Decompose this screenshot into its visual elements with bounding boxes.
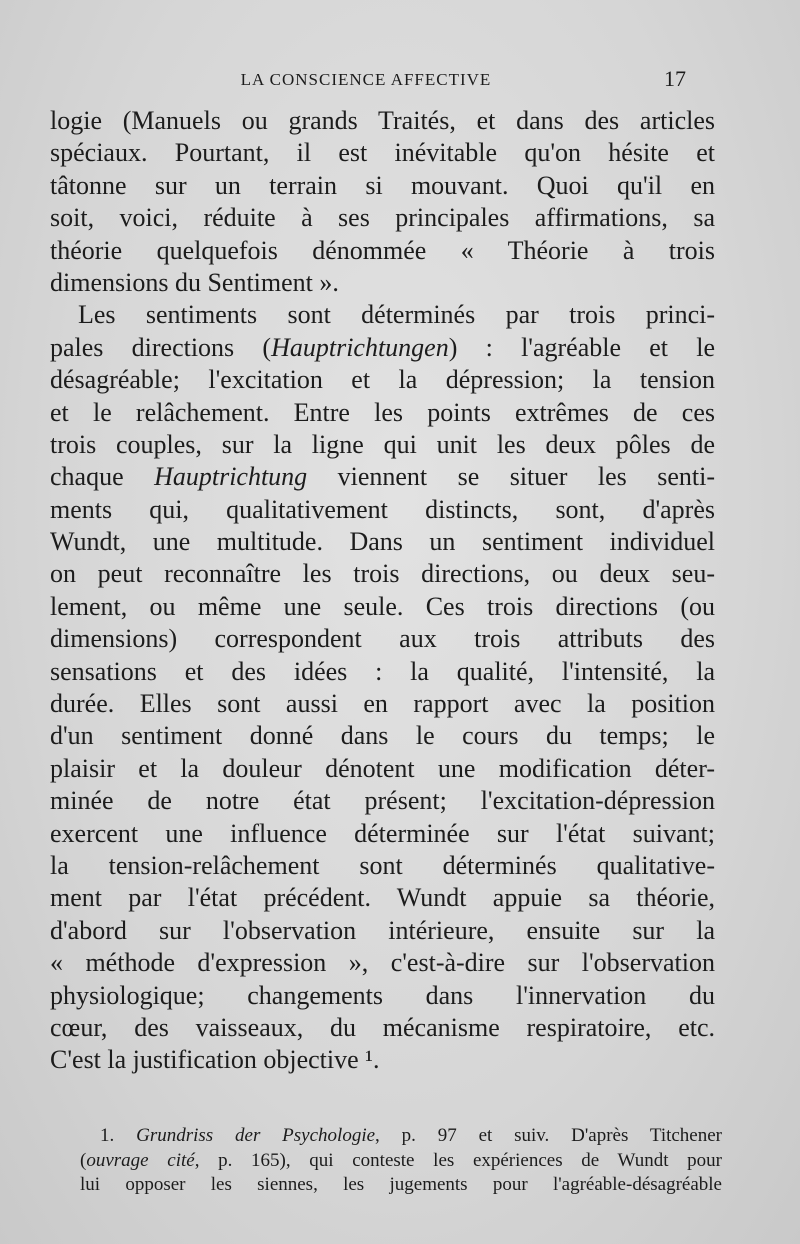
text-line: tâtonne sur un terrain si mouvant. Quoi qu'il en — [50, 170, 715, 200]
text-line: C'est la justification objective ¹. — [50, 1045, 380, 1075]
text-line: logie (Manuels ou grands Traités, et dans des articles — [50, 106, 715, 135]
footnote — [80, 1124, 722, 1198]
text-line: d'abord sur l'observation intérieure, ensuite sur la — [50, 915, 715, 945]
text-line: chaque Hauptrichtung viennent se situer les senti- — [50, 462, 715, 492]
text-line: on peut reconnaître les trois directions, ou deux seu- — [50, 559, 715, 589]
text-line: trois couples, sur la ligne qui unit les deux pôles de — [50, 429, 715, 459]
text-line: plaisir et la douleur dénotent une modification déter- — [50, 753, 715, 783]
text-line: spéciaux. Pourtant, il est inévitable qu'on hésite et — [50, 138, 715, 168]
text-line: soit, voici, réduite à ses principales affirmations, sa — [50, 203, 715, 233]
text-line: sensations et des idées : la qualité, l'intensité, la — [50, 656, 715, 686]
text-line: exercent une influence déterminée sur l'état suivant; — [50, 818, 715, 848]
text-line: physiologique; changements dans l'innervation du — [50, 980, 715, 1010]
running-head — [46, 66, 686, 100]
text-line: ment par l'état précédent. Wundt appuie sa théorie, — [50, 883, 715, 913]
text-line: désagréable; l'excitation et la dépression; la tension — [50, 365, 715, 395]
text-line: pales directions (Hauptrichtungen) : l'agréable et le — [50, 332, 716, 362]
text-line: lement, ou même une seule. Ces trois directions (ou — [50, 591, 715, 621]
text-line: d'un sentiment donné dans le cours du temps; le — [50, 721, 715, 751]
text-line: cœur, des vaisseaux, du mécanisme respiratoire, etc. — [50, 1012, 715, 1042]
body-text — [50, 105, 715, 1077]
text-line: et le relâchement. Entre les points extrêmes de ces — [50, 397, 715, 427]
footnote-line: 1. Grundriss der Psychologie, p. 97 et suiv. D'après Titchener — [100, 1125, 723, 1146]
text-line: Wundt, une multitude. Dans un sentiment individuel — [50, 527, 715, 557]
text-line: ments qui, qualitativement distincts, sont, d'après — [50, 494, 715, 524]
text-line: la tension-relâchement sont déterminés qualitative- — [50, 850, 715, 880]
text-line: minée de notre état présent; l'excitation-dépression — [50, 786, 715, 816]
footnote-line: (ouvrage cité, p. 165), qui conteste les expériences de Wundt pour — [80, 1149, 722, 1171]
text-line: dimensions) correspondent aux trois attributs des — [50, 624, 715, 654]
page-number: 17 — [664, 66, 686, 91]
running-title: LA CONSCIENCE AFFECTIVE — [240, 70, 492, 89]
text-line: Les sentiments sont déterminés par trois princi- — [78, 300, 715, 330]
text-line: théorie quelquefois dénommée « Théorie à trois — [50, 235, 715, 265]
text-line: durée. Elles sont aussi en rapport avec la position — [50, 689, 715, 719]
text-line: « méthode d'expression », c'est-à-dire sur l'observation — [50, 948, 715, 978]
footnote-line: lui opposer les siennes, les jugements pour l'agréable-désagréable — [80, 1174, 722, 1195]
text-line: dimensions du Sentiment ». — [50, 267, 339, 297]
